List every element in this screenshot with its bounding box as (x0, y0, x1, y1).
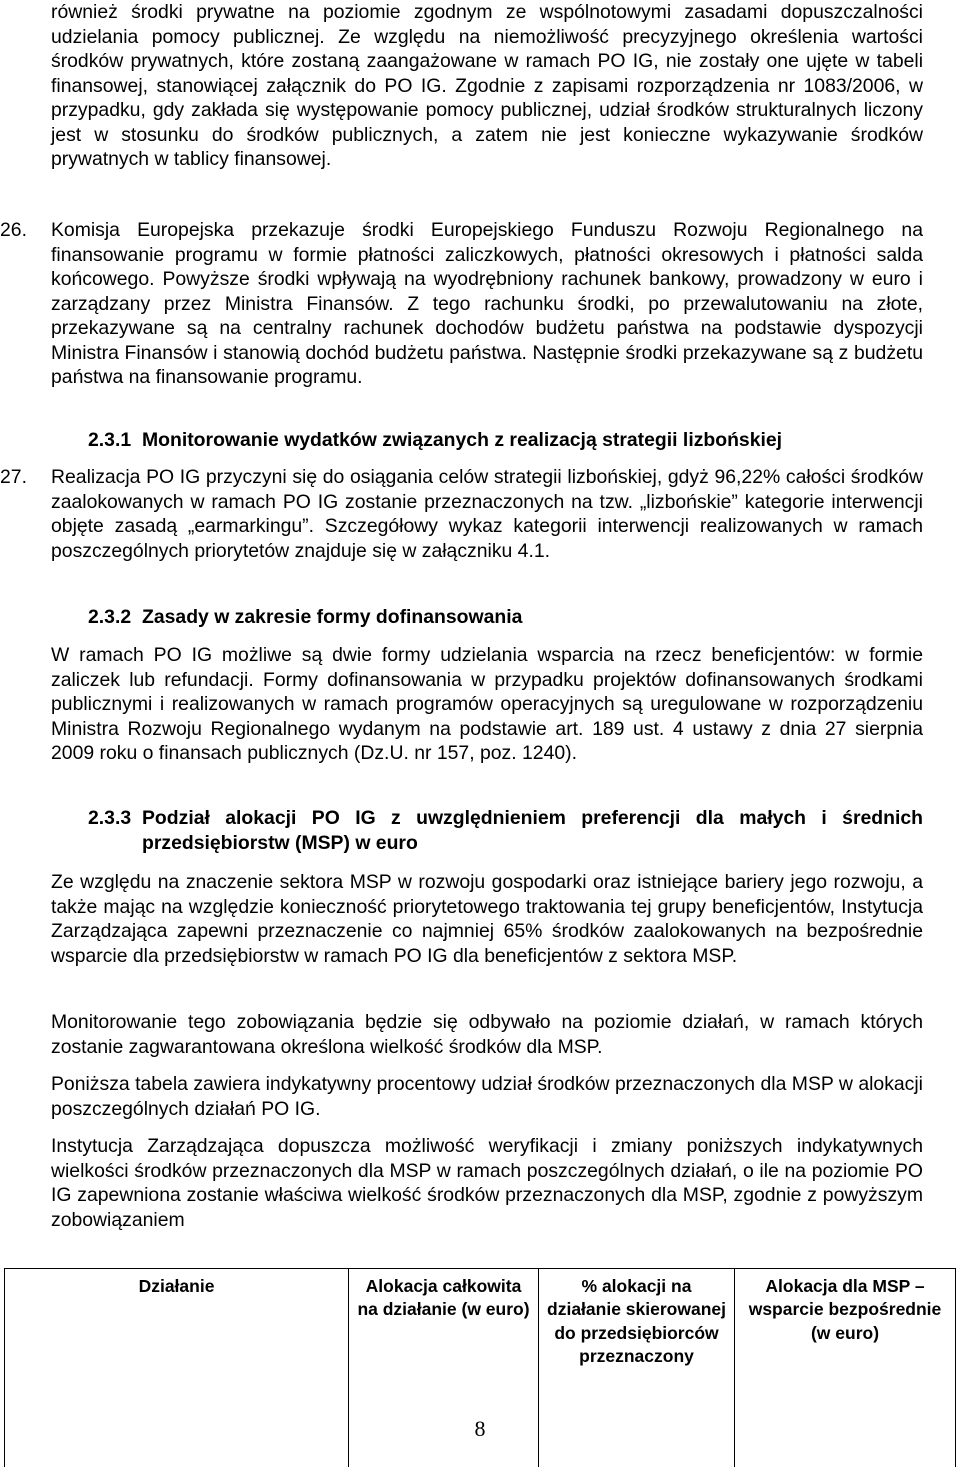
column-header-msp-allocation: Alokacja dla MSP – wsparcie bezpośrednie (w euro) (735, 1269, 956, 1467)
paragraph-text: Komisja Europejska przekazuje środki Europejskiego Funduszu Rozwoju Regionalnego na finansowanie programu w formie płatności zaliczkowych, płatności okresowych i płatności salda końcowego. Powyższe środki wpływają na wyodrębniony rachunek bankowy, prowadzony w euro i zarządzany przez Ministra Finansów. Z tego rachunku środki, po przewalutowaniu na złote, przekazywane są na centralny rachunek dochodów budżetu państwa na podstawie dyspozycji Ministra Finansów i stanowią dochód budżetu państwa. Następnie środki przekazywane są z budżetu państwa na finansowanie programu. (51, 219, 923, 388)
section-heading-2-3-2 (88, 605, 923, 630)
section-number: 2.3.1 (88, 429, 132, 451)
column-header-action: Działanie (5, 1269, 349, 1467)
paragraph-public-aid: również środki prywatne na poziomie zgodnym ze wspólnotowymi zasadami dopuszczalności udzielania pomocy publicznej. Ze względu na niemożliwość precyzyjnego określenia wartości środków prywatnych, które zostaną zaangażowane w ramach PO IG, nie zostały one ujęte w tabeli finansowej, stanowiącej załącznik do PO IG. Zgodnie z zapisami rozporządzenia nr 1083/2006, w przypadku, gdy zakłada się występowanie pomocy publicznej, udział środków strukturalnych liczony jest w stosunku do środków publicznych, a zatem nie jest konieczne wykazywanie środków prywatnych w tablicy finansowej. (51, 1, 923, 170)
page-number: 8 (474, 1416, 486, 1441)
section-title: Monitorowanie wydatków związanych z realizacją strategii lizbońskiej (142, 429, 783, 451)
paragraph-number: 27. (0, 466, 27, 488)
paragraph-27 (0, 465, 923, 563)
paragraph-monitoring: Monitorowanie tego zobowiązania będzie się odbywało na poziomie działań, w ramach których zostanie zagwarantowana określona wielkość środków dla MSP. (51, 1011, 923, 1058)
section-heading-2-3-1 (88, 428, 923, 453)
paragraph-number: 26. (0, 219, 27, 241)
section-heading-2-3-3 (88, 806, 923, 855)
paragraph-msp-commitment: Ze względu na znaczenie sektora MSP w rozwoju gospodarki oraz istniejące bariery jego rozwoju, a także mając na względzie konieczność priorytetowego traktowania tej grupy beneficjentów, Instytucja Zarządzająca zapewni przeznaczenie co najmniej 65% środków zaalokowanych na bezpośrednie wsparcie dla przedsiębiorstw w ramach PO IG dla beneficjentów z sektora MSP. (51, 871, 923, 967)
paragraph-funding-forms: W ramach PO IG możliwe są dwie formy udzielania wsparcia na rzecz beneficjentów: w formie zaliczek lub refundacji. Formy dofinansowania w przypadku projektów dofinansowanych środkami publicznymi i realizowanych w ramach programów operacyjnych są uregulowane w rozporządzeniu Ministra Rozwoju Regionalnego wydanym na podstawie art. 189 ust. 4 ustawy z dnia 27 sierpnia 2009 roku o finansach publicznych (Dz.U. nr 157, poz. 1240). (51, 644, 923, 764)
column-header-percent-enterprises: % alokacji na działanie skierowanej do przedsiębiorców przeznaczony (539, 1269, 735, 1467)
section-number: 2.3.2 (88, 606, 132, 628)
column-header-total-allocation: Alokacja całkowita na działanie (w euro) (349, 1269, 539, 1467)
section-number: 2.3.3 (88, 807, 132, 829)
section-title: Podział alokacji PO IG z uwzględnieniem preferencji dla małych i średnich przedsiębiorstw (MSP) w euro (142, 807, 923, 854)
paragraph-26 (0, 218, 923, 390)
section-title: Zasady w zakresie formy dofinansowania (142, 606, 523, 628)
paragraph-text: Realizacja PO IG przyczyni się do osiągania celów strategii lizbońskiej, gdyż 96,22% całości środków zaalokowanych w ramach PO IG zostanie przeznaczonych na tzw. „lizbońskie” kategorie interwencji objęte zasadą „earmarkingu”. Szczegółowy wykaz kategorii interwencji realizowanych w ramach poszczególnych priorytetów znajduje się w załączniku 4.1. (51, 466, 923, 562)
paragraph-table-intro: Poniższa tabela zawiera indykatywny procentowy udział środków przeznaczonych dla MSP w alokacji poszczególnych działań PO IG. (51, 1073, 923, 1120)
paragraph-verification: Instytucja Zarządzająca dopuszcza możliwość weryfikacji i zmiany poniższych indykatywnych wielkości środków przeznaczonych dla MSP w ramach poszczególnych działań, o ile na poziomie PO IG zapewniona zostanie właściwa wielkość środków przeznaczonych dla MSP, zgodnie z powyższym zobowiązaniem (51, 1135, 923, 1231)
